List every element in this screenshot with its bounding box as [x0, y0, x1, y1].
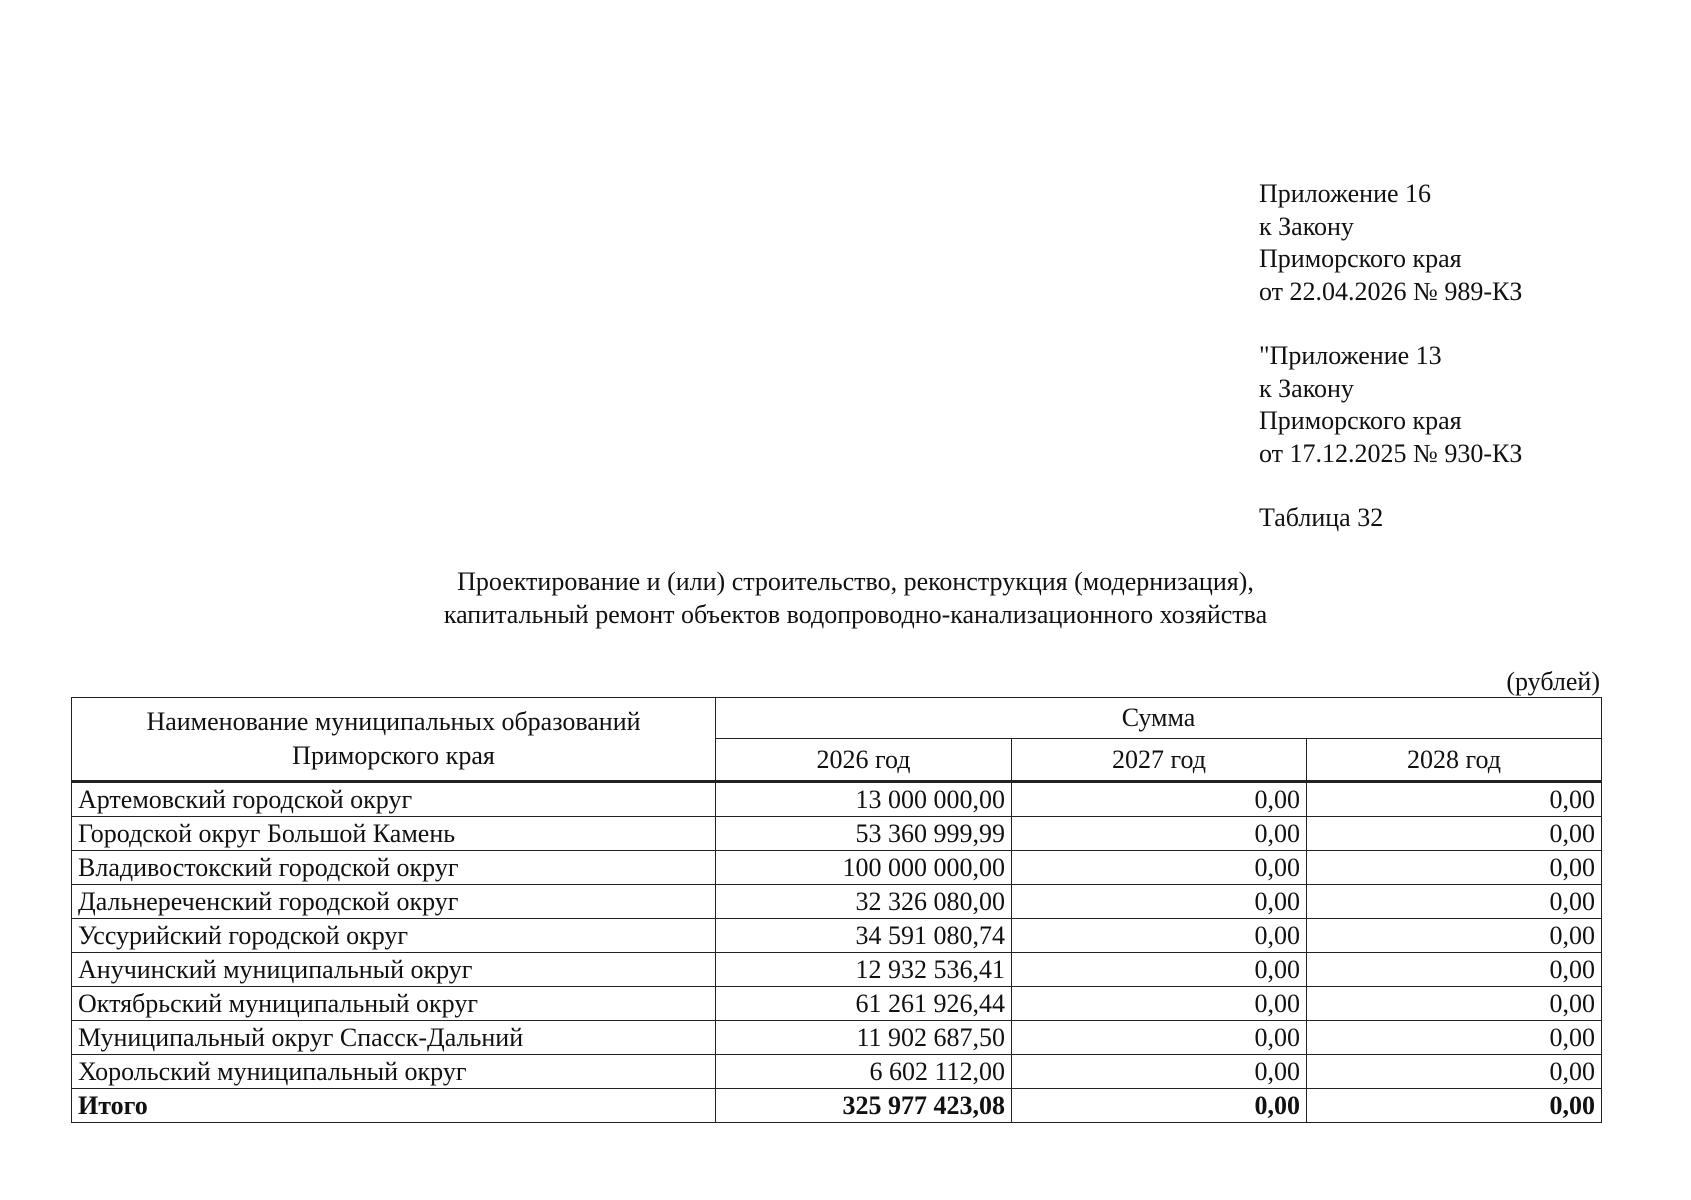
table-row	[72, 885, 1602, 919]
value-2027-cell: 0,00	[1012, 817, 1307, 851]
municipality-cell: Дальнереченский городской округ	[72, 885, 716, 919]
value-2027-cell: 0,00	[1012, 885, 1307, 919]
value-2027-cell: 0,00	[1012, 1055, 1307, 1089]
value-2028-cell: 0,00	[1307, 817, 1602, 851]
municipality-cell: Итого	[72, 1089, 716, 1123]
appendix-line: к Закону	[1259, 211, 1354, 241]
value-2028-cell: 0,00	[1307, 953, 1602, 987]
value-2026-cell: 6 602 112,00	[716, 1055, 1012, 1089]
municipality-cell: Муниципальный округ Спасск-Дальний	[72, 1021, 716, 1055]
value-2028-cell: 0,00	[1307, 919, 1602, 953]
table-row	[72, 1021, 1602, 1055]
value-2026-cell: 100 000 000,00	[716, 851, 1012, 885]
value-2026-cell: 32 326 080,00	[716, 885, 1012, 919]
table-row	[72, 1055, 1602, 1089]
value-2026-cell: 12 932 536,41	[716, 953, 1012, 987]
table-row	[72, 782, 1602, 817]
municipality-cell: Артемовский городской округ	[72, 782, 716, 817]
appendix-line: от 17.12.2025 № 930-КЗ	[1259, 438, 1523, 468]
value-2028-cell: 0,00	[1307, 851, 1602, 885]
appendix-line: "Приложение 13	[1259, 341, 1442, 370]
header-year-2028: 2028 год	[1307, 739, 1602, 782]
municipality-cell: Уссурийский городской округ	[72, 919, 716, 953]
value-2028-cell: 0,00	[1307, 1089, 1602, 1123]
header-year-2027: 2027 год	[1012, 739, 1307, 782]
value-2026-cell: 325 977 423,08	[716, 1089, 1012, 1123]
table-row	[72, 851, 1602, 885]
value-2028-cell: 0,00	[1307, 782, 1602, 817]
spacer	[1259, 308, 1522, 340]
municipality-cell: Октябрьский муниципальный округ	[72, 987, 716, 1021]
title-line-2: капитальный ремонт объектов водопроводно-канализационного хозяйства	[443, 599, 1268, 629]
value-2027-cell: 0,00	[1012, 851, 1307, 885]
value-2027-cell: 0,00	[1012, 987, 1307, 1021]
value-2027-cell: 0,00	[1012, 1021, 1307, 1055]
value-2026-cell: 34 591 080,74	[716, 919, 1012, 953]
title-line-1: Проектирование и (или) строительство, реконструкция (модернизация),	[457, 567, 1254, 596]
value-2027-cell: 0,00	[1012, 919, 1307, 953]
municipality-cell: Владивостокский городской округ	[72, 851, 716, 885]
units-label: (рублей)	[1506, 667, 1600, 696]
document-title	[0, 566, 1691, 631]
appendix-line: от 22.04.2026 № 989-КЗ	[1259, 276, 1523, 306]
value-2028-cell: 0,00	[1307, 885, 1602, 919]
appendix-block	[1259, 178, 1522, 535]
appendix-line: Приложение 16	[1259, 179, 1432, 208]
appendix-line: Приморского края	[1259, 244, 1462, 273]
table-label: Таблица 32	[1259, 503, 1384, 532]
appendix-line: к Закону	[1259, 373, 1354, 403]
municipality-cell: Хорольский муниципальный округ	[72, 1055, 716, 1089]
value-2028-cell: 0,00	[1307, 1055, 1602, 1089]
value-2027-cell: 0,00	[1012, 953, 1307, 987]
value-2028-cell: 0,00	[1307, 987, 1602, 1021]
value-2027-cell: 0,00	[1012, 782, 1307, 817]
value-2026-cell: 61 261 926,44	[716, 987, 1012, 1021]
appendix-line: Приморского края	[1259, 406, 1462, 435]
header-municipality: Наименование муниципальных образований Приморского края	[72, 698, 716, 782]
header-sum: Сумма	[716, 698, 1602, 739]
municipality-cell: Городской округ Большой Камень	[72, 817, 716, 851]
spacer	[1259, 470, 1522, 502]
value-2028-cell: 0,00	[1307, 1021, 1602, 1055]
budget-table	[71, 697, 1602, 1123]
table-row	[72, 953, 1602, 987]
value-2027-cell: 0,00	[1012, 1089, 1307, 1123]
table-row	[72, 987, 1602, 1021]
table-row	[72, 919, 1602, 953]
value-2026-cell: 13 000 000,00	[716, 782, 1012, 817]
total-row	[72, 1089, 1602, 1123]
municipality-cell: Анучинский муниципальный округ	[72, 953, 716, 987]
value-2026-cell: 11 902 687,50	[716, 1021, 1012, 1055]
table-row	[72, 817, 1602, 851]
header-year-2026: 2026 год	[716, 739, 1012, 782]
value-2026-cell: 53 360 999,99	[716, 817, 1012, 851]
